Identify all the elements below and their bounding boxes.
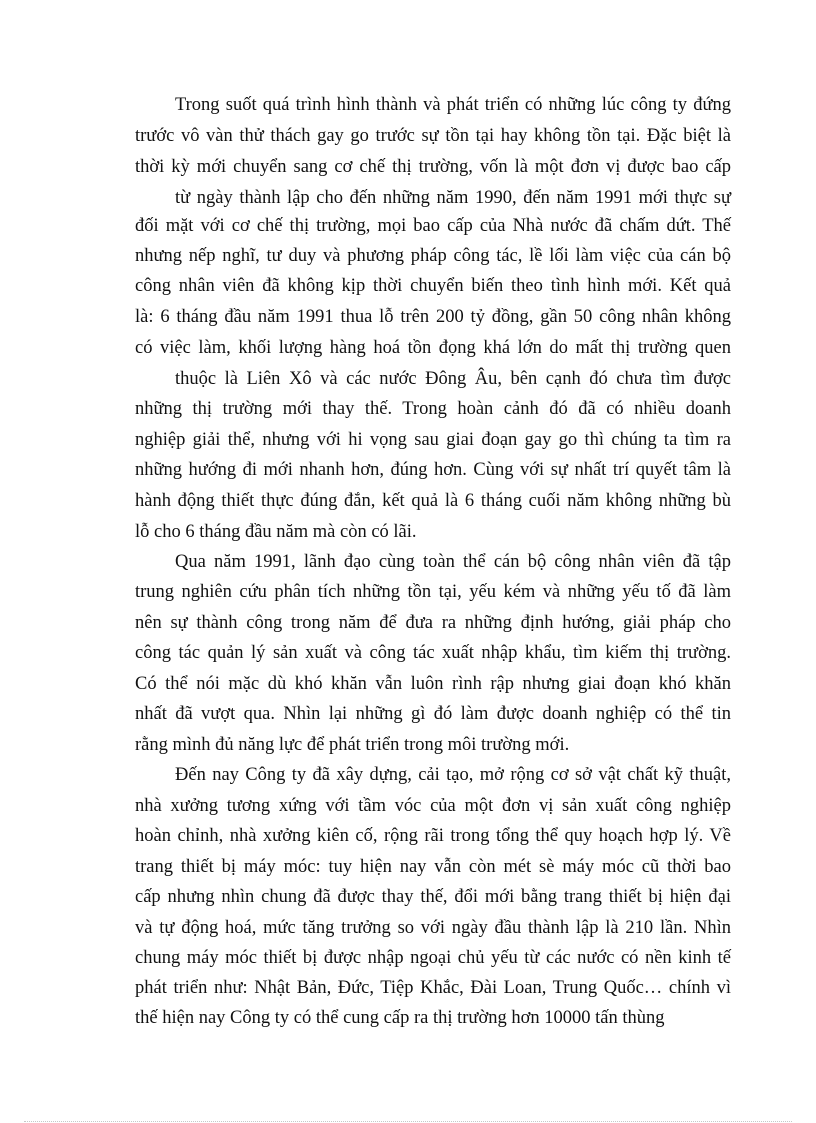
text-line: cấp nhưng nhìn chung đã được thay thế, đổi mới bằng trang thiết bị hiện đại: [135, 887, 731, 907]
text-line: Có thể nói mặc dù khó khăn vẫn luôn rình rập nhưng giai đoạn khó khăn: [135, 674, 731, 694]
text-line: và tự động hoá, mức tăng trưởng so với ngày đầu thành lập là 210 lần. Nhìn: [135, 918, 731, 938]
text-line: những hướng đi mới nhanh hơn, đúng hơn. Cùng với sự nhất trí quyết tâm là: [135, 460, 731, 480]
text-line: đối mặt với cơ chế thị trường, mọi bao cấp của Nhà nước đã chấm dứt. Thế: [135, 216, 731, 236]
text-line: phát triển như: Nhật Bản, Đức, Tiệp Khắc, Đài Loan, Trung Quốc… chính vì: [135, 978, 731, 998]
text-line: nhà xưởng tương xứng với tầm vóc của một đơn vị sản xuất công nghiệp: [135, 796, 731, 816]
text-line: nhưng nếp nghĩ, tư duy và phương pháp công tác, lề lối làm việc của cán bộ: [135, 246, 731, 266]
text-line: nghiệp giải thể, nhưng với hi vọng sau giai đoạn gay go thì chúng ta tìm ra: [135, 430, 731, 450]
text-line: thời kỳ mới chuyển sang cơ chế thị trường, vốn là một đơn vị được bao cấp: [135, 157, 731, 177]
text-line: trước vô vàn thử thách gay go trước sự tồn tại hay không tồn tại. Đặc biệt là: [135, 126, 731, 146]
text-line: là: 6 tháng đầu năm 1991 thua lỗ trên 200 tỷ đồng, gần 50 công nhân không: [135, 307, 731, 327]
text-line: trung nghiên cứu phân tích những tồn tại, yếu kém và những yếu tố đã làm: [135, 582, 731, 602]
text-line: từ ngày thành lập cho đến những năm 1990, đến năm 1991 mới thực sự: [175, 188, 731, 208]
text-line: nhất đã vượt qua. Nhìn lại những gì đó làm được doanh nghiệp có thể tin: [135, 704, 731, 724]
page-bottom-rule: [24, 1121, 792, 1122]
text-line: hành động thiết thực đúng đắn, kết quả là 6 tháng cuối năm không những bù: [135, 491, 731, 511]
text-line: hoàn chỉnh, nhà xưởng kiên cố, rộng rãi trong tổng thể quy hoạch hợp lý. Về: [135, 826, 731, 846]
text-line: trang thiết bị máy móc: tuy hiện nay vẫn còn mét sè máy móc cũ thời bao: [135, 857, 731, 877]
text-line: lỗ cho 6 tháng đầu năm mà còn có lãi.: [135, 522, 417, 542]
text-line: công tác quản lý sản xuất và công tác xuất nhập khẩu, tìm kiếm thị trường.: [135, 643, 731, 663]
text-line: Đến nay Công ty đã xây dựng, cải tạo, mở rộng cơ sở vật chất kỹ thuật,: [175, 765, 731, 785]
text-line: nên sự thành công trong năm để đưa ra những định hướng, giải pháp cho: [135, 613, 731, 633]
text-line: chung máy móc thiết bị được nhập ngoại chủ yếu từ các nước có nền kinh tế: [135, 948, 731, 968]
text-line: Qua năm 1991, lãnh đạo cùng toàn thể cán bộ công nhân viên đã tập: [175, 552, 731, 572]
text-line: công nhân viên đã không kịp thời chuyển biến theo tình hình mới. Kết quả: [135, 276, 731, 296]
text-line: thuộc là Liên Xô và các nước Đông Âu, bên cạnh đó chưa tìm được: [175, 369, 731, 389]
text-line: những thị trường mới thay thế. Trong hoàn cảnh đó đã có nhiều doanh: [135, 399, 731, 419]
text-line: Trong suốt quá trình hình thành và phát triển có những lúc công ty đứng: [175, 95, 731, 115]
text-line: rằng mình đủ năng lực để phát triển trong môi trường mới.: [135, 735, 570, 755]
text-line: có việc làm, khối lượng hàng hoá tồn đọng khá lớn do mất thị trường quen: [135, 338, 731, 358]
text-line: thế hiện nay Công ty có thể cung cấp ra thị trường hơn 10000 tấn thùng: [135, 1008, 665, 1028]
